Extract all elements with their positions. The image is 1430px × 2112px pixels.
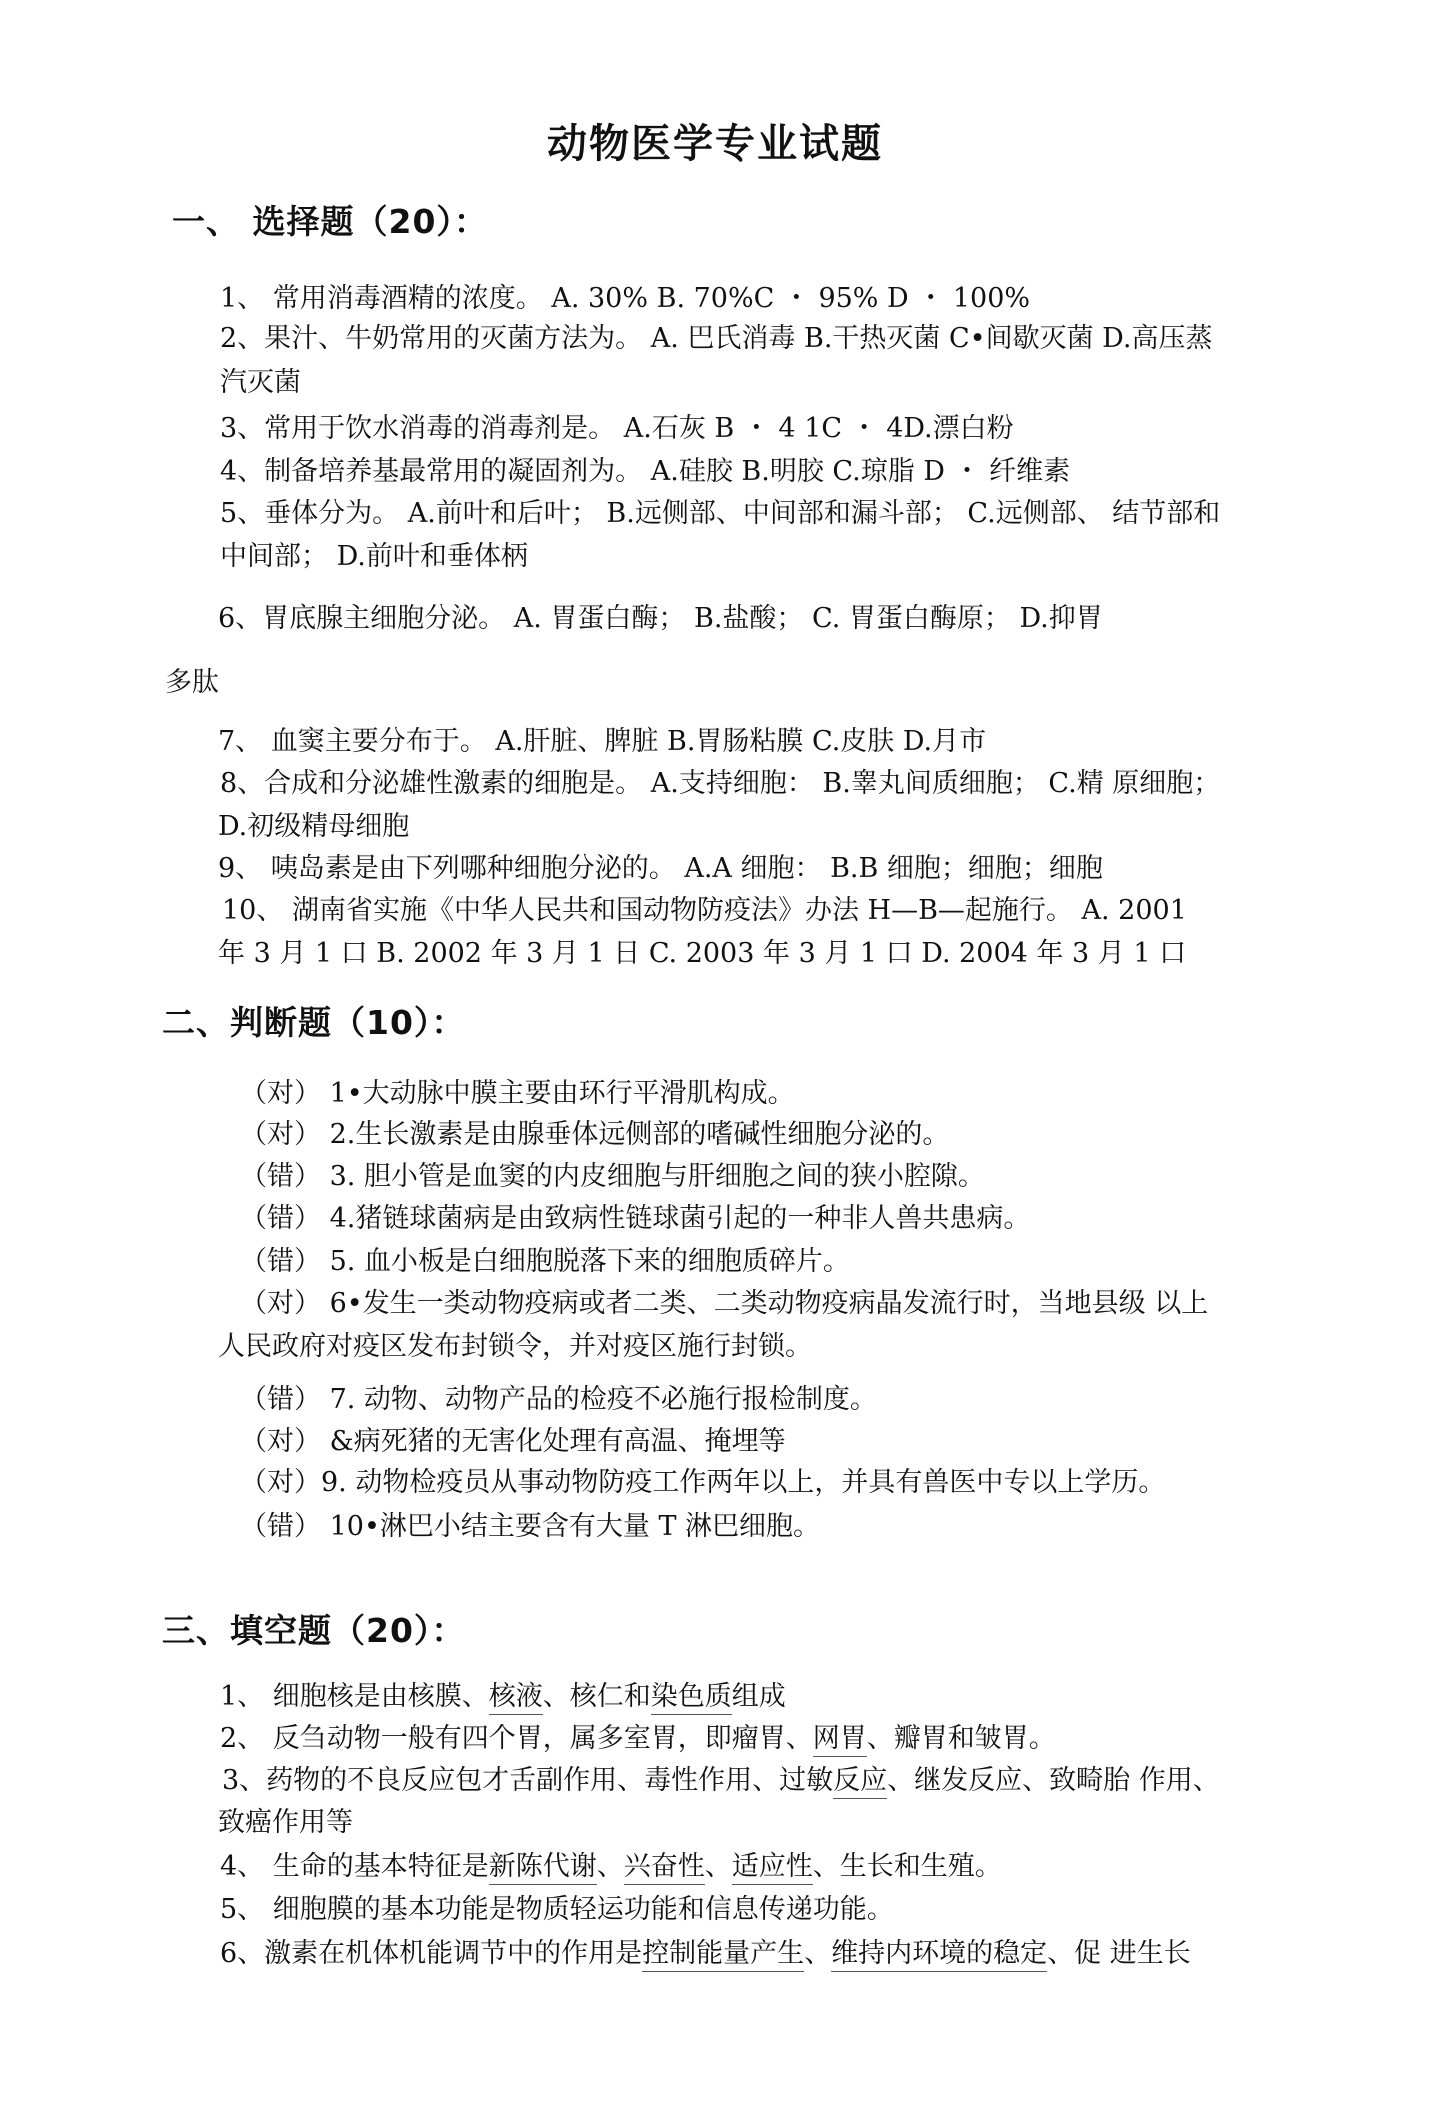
blank-answer: 网胃	[813, 1723, 867, 1757]
text: 、	[596, 1851, 624, 1882]
section-heading-fill: 三、填空题（20）：	[162, 1611, 466, 1650]
text: 3、药物的不良反应包才舌副作用、毒性作用、过敏	[222, 1765, 834, 1796]
text: 、核仁和	[542, 1681, 651, 1712]
blank-answer: 新陈代谢	[489, 1851, 597, 1885]
text: 组成	[731, 1681, 786, 1712]
text: 4、 生命的基本特征是	[220, 1851, 489, 1882]
choice-line: 1、 常用消毒酒精的浓度。 A. 30% B. 70%C ・ 95% D ・ 100%	[220, 283, 1031, 314]
section-heading-judge: 二、判断题（10）：	[162, 1003, 466, 1042]
judge-line: （错） 4.猪链球菌病是由致病性链球菌引起的一种非人兽共患病。	[240, 1203, 1031, 1234]
blank-answer: 控制能量产生	[642, 1938, 804, 1972]
fill-line-3	[222, 1764, 1220, 1798]
choice-line: 多肽	[165, 667, 219, 698]
text: 、	[804, 1938, 832, 1969]
fill-line-5	[220, 1850, 1002, 1884]
judge-line: （对） 6•发生一类动物疫病或者二类、二类动物疫病晶发流行时，当地县级 以上	[240, 1288, 1209, 1319]
blank-answer: 兴奋性	[624, 1851, 705, 1885]
judge-line: （对） &病死猪的无害化处理有高温、掩埋等	[240, 1426, 786, 1457]
text: 、继发反应、致畸胎 作用、	[887, 1765, 1220, 1796]
text: 6、激素在机体机能调节中的作用是	[220, 1938, 643, 1969]
judge-line: （错） 5. 血小板是白细胞脱落下来的细胞质碎片。	[240, 1246, 850, 1277]
fill-line-7	[220, 1937, 1191, 1971]
fill-line-4: 致癌作用等	[218, 1807, 353, 1838]
page-title: 动物医学专业试题	[547, 121, 883, 167]
text: 2、 反刍动物一般有四个胃，属多室胃，即瘤胃、	[220, 1723, 813, 1754]
judge-line: （对） 2.生长激素是由腺垂体远侧部的嗜碱性细胞分泌的。	[240, 1119, 950, 1150]
text: 1、 细胞核是由核膜、	[220, 1681, 489, 1712]
judge-line: 人民政府对疫区发布封锁令，并对疫区施行封锁。	[218, 1331, 812, 1362]
choice-line: 3、常用于饮水消毒的消毒剂是。 A.石灰 B ・ 4 1C ・ 4D.漂白粉	[220, 413, 1014, 444]
choice-line: 7、 血窦主要分布于。 A.肝脏、脾脏 B.胃肠粘膜 C.皮肤 D.月市	[218, 726, 987, 757]
choice-line: 10、 湖南省实施《中华人民共和国动物防疫法》办法 H—B—起施行。 A. 2001	[222, 895, 1187, 926]
judge-line: （错） 7. 动物、动物产品的检疫不必施行报检制度。	[240, 1384, 877, 1415]
blank-answer: 适应性	[732, 1851, 813, 1885]
blank-answer: 染色质	[651, 1681, 732, 1715]
judge-line: （错） 3. 胆小管是血窦的内皮细胞与肝细胞之间的狭小腔隙。	[240, 1161, 985, 1192]
choice-line: D.初级精母细胞	[218, 811, 410, 842]
choice-line: 6、胃底腺主细胞分泌。 A. 胃蛋白酶； B.盐酸； C. 胃蛋白酶原； D.抑胃	[218, 603, 1103, 634]
choice-line: 汽灭菌	[220, 367, 301, 398]
blank-answer: 反应	[833, 1765, 887, 1799]
judge-line: （对） 1•大动脉中膜主要由环行平滑肌构成。	[240, 1078, 795, 1109]
text: 、	[704, 1851, 732, 1882]
choice-line: 4、制备培养基最常用的凝固剂为。 A.硅胶 B.明胶 C.琼脂 D ・ 纤维素	[220, 456, 1071, 487]
choice-line: 5、垂体分为。 A.前叶和后叶； B.远侧部、中间部和漏斗部； C.远侧部、 结节部和	[220, 498, 1221, 529]
blank-answer: 维持内环境的稳定	[831, 1938, 1047, 1972]
fill-line-1	[220, 1680, 786, 1714]
text: 、瓣胃和皱胃。	[866, 1723, 1056, 1754]
fill-line-2	[220, 1722, 1056, 1756]
judge-line: （错） 10•淋巴小结主要含有大量 T 淋巴细胞。	[240, 1511, 821, 1542]
choice-line: 年 3 月 1 口 B. 2002 年 3 月 1 日 C. 2003 年 3 月 1 口 D. 2004 年 3 月 1 口	[218, 938, 1187, 969]
judge-line: （对）9. 动物检疫员从事动物防疫工作两年以上，并具有兽医中专以上学历。	[240, 1467, 1166, 1498]
section-heading-choice: 一、 选择题（20）：	[172, 202, 488, 241]
fill-line-6: 5、 细胞膜的基本功能是物质轻运功能和信息传递功能。	[220, 1894, 894, 1925]
text: 、生长和生殖。	[812, 1851, 1002, 1882]
blank-answer: 核液	[489, 1681, 543, 1715]
choice-line: 中间部； D.前叶和垂体柄	[220, 541, 528, 572]
choice-line: 9、 咦岛素是由下列哪种细胞分泌的。 A.A 细胞： B.B 细胞；细胞；细胞	[218, 853, 1103, 884]
choice-line: 8、合成和分泌雄性激素的细胞是。 A.支持细胞： B.睾丸间质细胞； C.精 原细胞；	[220, 768, 1221, 799]
choice-line: 2、果汁、牛奶常用的灭菌方法为。 A. 巴氏消毒 B.干热灭菌 C•间歇灭菌 D.高压蒸	[220, 323, 1213, 354]
text: 、促 进生长	[1047, 1938, 1191, 1969]
